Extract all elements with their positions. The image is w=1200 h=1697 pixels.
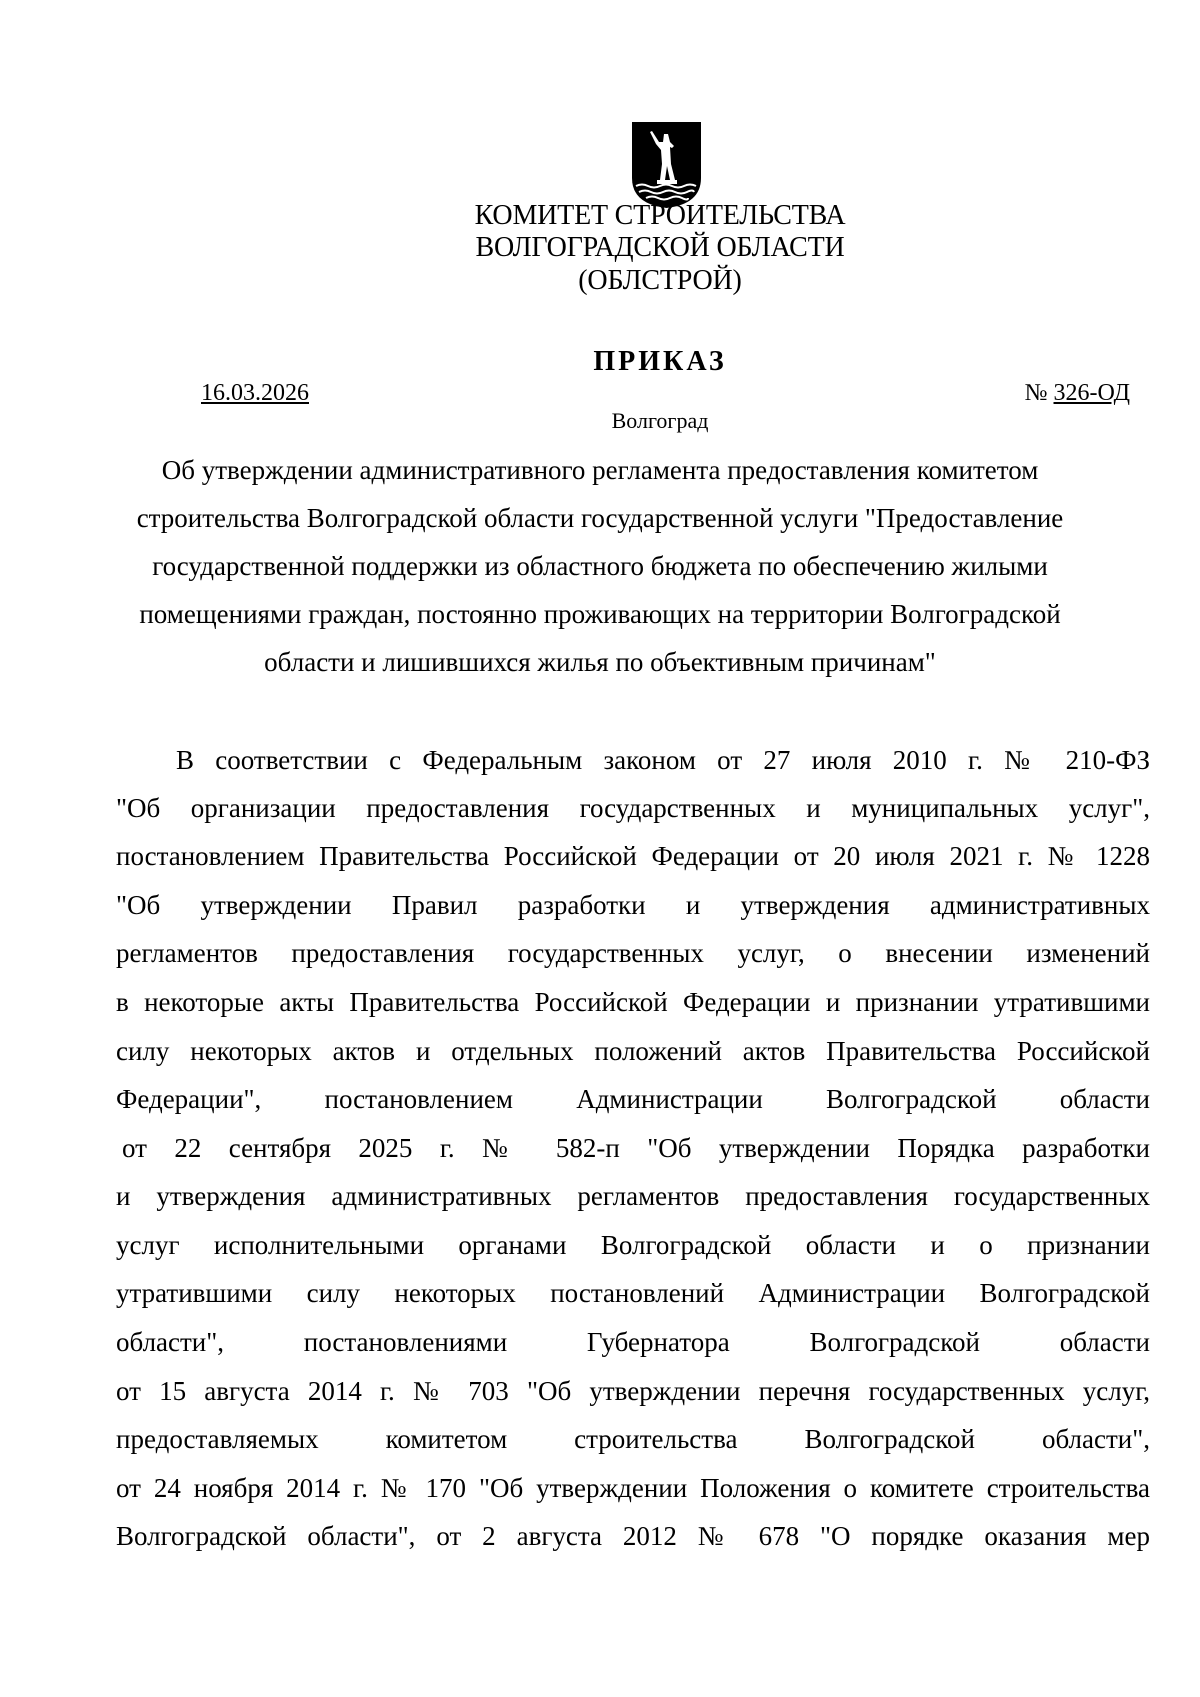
body-line: области", постановлениями Губернатора Волгоградской области <box>116 1327 1150 1357</box>
subject-line: государственной поддержки из областного бюджета по обеспечению жилыми <box>152 551 1048 581</box>
document-type: ПРИКАЗ <box>593 346 727 377</box>
city: Волгоград <box>611 408 709 433</box>
body-line: утратившими силу некоторых постановлений Администрации Волгоградской <box>116 1278 1150 1308</box>
subject-line: области и лишившихся жилья по объективным причинам" <box>264 647 936 677</box>
order-date: 16.03.2026 <box>201 380 309 406</box>
body-line: В соответствии с Федеральным законом от 27 июля 2010 г. № 210-ФЗ <box>176 745 1150 775</box>
body-line: предоставляемых комитетом строительства Волгоградской области", <box>116 1424 1150 1454</box>
order-number-prefix: № <box>1024 380 1054 406</box>
body-line: в некоторые акты Правительства Российской Федерации и признании утратившими <box>116 987 1150 1017</box>
body-line: от 15 августа 2014 г. № 703 "Об утверждении перечня государственных услуг, <box>116 1376 1150 1406</box>
org-name-line-3: (ОБЛСТРОЙ) <box>578 265 742 296</box>
body-line: силу некоторых актов и отдельных положений актов Правительства Российской <box>116 1036 1150 1066</box>
body-line: "Об утверждении Правил разработки и утверждения административных <box>116 890 1150 920</box>
body-line: от 22 сентября 2025 г. № 582-п "Об утверждении Порядка разработки <box>122 1133 1150 1163</box>
org-name-line-2: ВОЛГОГРАДСКОЙ ОБЛАСТИ <box>475 232 845 263</box>
subject-line: Об утверждении административного регламента предоставления комитетом <box>161 455 1039 485</box>
coat-of-arms-emblem <box>630 120 703 210</box>
body-line: от 24 ноября 2014 г. № 170 "Об утверждении Положения о комитете строительства <box>116 1473 1150 1503</box>
subject-line: помещениями граждан, постоянно проживающих на территории Волгоградской <box>139 599 1061 629</box>
body-line: и утверждения административных регламентов предоставления государственных <box>116 1181 1150 1211</box>
subject-line: строительства Волгоградской области государственной услуги "Предоставление <box>136 503 1064 533</box>
body-line: Волгоградской области", от 2 августа 2012 № 678 "О порядке оказания мер <box>116 1521 1150 1551</box>
body-line: "Об организации предоставления государственных и муниципальных услуг", <box>116 793 1150 823</box>
org-name-line-1: КОМИТЕТ СТРОИТЕЛЬСТВА <box>474 200 846 231</box>
body-line: постановлением Правительства Российской Федерации от 20 июля 2021 г. № 1228 <box>116 841 1150 871</box>
body-line: регламентов предоставления государственных услуг, о внесении изменений <box>116 938 1150 968</box>
order-number <box>1025 380 1130 407</box>
body-line: Федерации", постановлением Администрации Волгоградской области <box>116 1084 1150 1114</box>
order-number-value: 326-ОД <box>1053 380 1130 406</box>
body-line: услуг исполнительными органами Волгоградской области и о признании <box>116 1230 1150 1260</box>
